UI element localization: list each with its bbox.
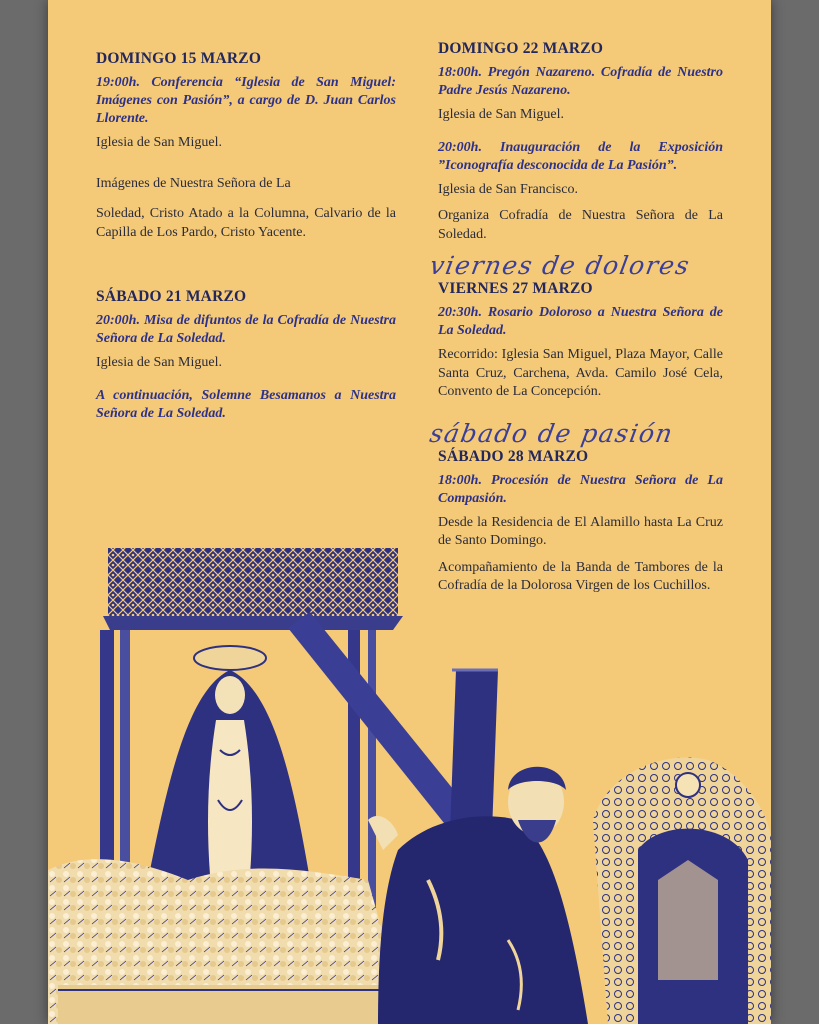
event-detail: Recorrido: Iglesia San Miguel, Plaza Mayor, Calle Santa Cruz, Carchena, Avda. Camilo José Cela, Convento de La Concepción.: [438, 347, 723, 399]
canopy-shape: [108, 548, 398, 616]
right-column: [427, 40, 723, 604]
event-title: A continuación, Solemne Besamanos a Nuestra Señora de La Soledad.: [96, 387, 396, 421]
script-title: viernes de dolores: [427, 251, 693, 280]
nazarene-robe-shape: [378, 816, 588, 1024]
day-heading: DOMINGO 15 MARZO: [96, 50, 262, 67]
event-detail: Iglesia de San Miguel.: [96, 135, 222, 150]
script-title: sábado de pasión: [427, 418, 676, 448]
day-block-sabado-21: [96, 288, 396, 423]
event-title: 20:00h. Inauguración de la Exposición ”Iconografía desconocida de La Pasión”.: [438, 139, 723, 173]
event-detail: Iglesia de San Francisco.: [438, 181, 578, 197]
event-detail: Organiza Cofradía de Nuestra Señora de La Soledad.: [438, 208, 723, 242]
day-block-domingo-15: [96, 50, 396, 242]
day-heading: SÁBADO 28 MARZO: [438, 447, 589, 465]
event-detail: Desde la Residencia de El Alamillo hasta La Cruz de Santo Domingo.: [438, 514, 723, 548]
left-column: [96, 50, 396, 429]
day-block-viernes-27: [427, 251, 723, 402]
cross-beam-shape: [288, 612, 478, 838]
day-heading: VIERNES 27 MARZO: [438, 280, 593, 297]
event-detail: Acompañamiento de la Banda de Tambores de la Cofradía de la Dolorosa Virgen de los Cuchillos.: [438, 559, 723, 593]
event-title: 20:30h. Rosario Doloroso a Nuestra Señora de La Soledad.: [438, 305, 723, 338]
event-title: 18:00h. Pregón Nazareno. Cofradía de Nuestro Padre Jesús Nazareno.: [438, 65, 723, 98]
event-detail: Soledad, Cristo Atado a la Columna, Calvario de la Capilla de Los Pardo, Cristo Yacente.: [96, 206, 396, 240]
procession-photo: [48, 520, 771, 1024]
day-heading: SÁBADO 21 MARZO: [96, 288, 247, 305]
day-block-domingo-22: [438, 40, 723, 244]
event-detail: Imágenes de Nuestra Señora de La: [96, 175, 291, 191]
event-title: 19:00h. Conferencia “Iglesia de San Miguel: Imágenes con Pasión”, a cargo de D. Juan Carlos Llorente.: [96, 75, 396, 126]
event-title: 20:00h. Misa de difuntos de la Cofradía de Nuestra Señora de La Soledad.: [96, 313, 396, 346]
event-detail: Iglesia de San Miguel.: [96, 355, 222, 370]
event-detail: Iglesia de San Miguel.: [438, 107, 564, 122]
program-page: [48, 0, 771, 1024]
day-heading: DOMINGO 22 MARZO: [438, 40, 604, 57]
event-title: 18:00h. Procesión de Nuestra Señora de La Compasión.: [438, 472, 723, 506]
